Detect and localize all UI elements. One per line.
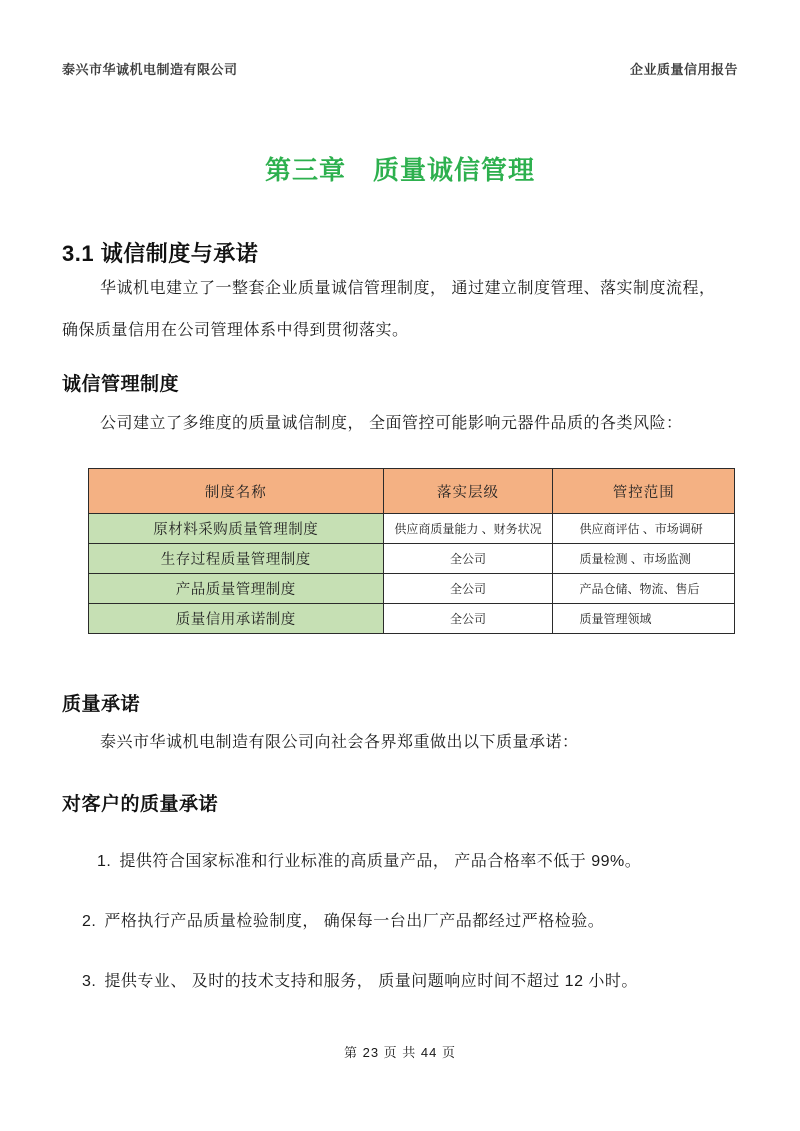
commitment-item [82, 832, 760, 892]
cell-system-name: 原材料采购质量管理制度 [89, 514, 384, 544]
cell-control-scope: 质量管理领域 [553, 604, 735, 634]
commitment-text: 提供符合国家标准和行业标准的高质量产品， 产品合格率不低于 99%。 [119, 853, 642, 870]
cell-control-scope: 供应商评估 、市场调研 [553, 514, 735, 544]
intro-paragraph-line-1: 华诚机电建立了一整套企业质量诚信管理制度， 通过建立制度管理、落实制度流程， [100, 280, 716, 297]
cell-implementation-level: 全公司 [383, 604, 553, 634]
table-row [89, 544, 735, 574]
table-row [89, 604, 735, 634]
cell-control-scope: 产品仓储、物流、售后 [553, 574, 735, 604]
subsection-heading-customer-promise: 对客户的质量承诺 [62, 794, 219, 815]
integrity-systems-lead-line: 公司建立了多维度的质量诚信制度， 全面管控可能影响元器件品质的各类风险： [100, 415, 683, 432]
quality-promise-lead [62, 722, 760, 764]
cell-implementation-level: 全公司 [383, 574, 553, 604]
table-header-control-scope: 管控范围 [553, 469, 735, 514]
table-row [89, 574, 735, 604]
cell-implementation-level: 供应商质量能力 、财务状况 [383, 514, 553, 544]
table-row [89, 514, 735, 544]
cell-system-name: 产品质量管理制度 [89, 574, 384, 604]
subsection-heading-integrity-systems: 诚信管理制度 [62, 374, 180, 395]
header-report-title: 企业质量信用报告 [629, 62, 738, 77]
commitment-number: 3. [82, 973, 97, 990]
cell-implementation-level: 全公司 [383, 544, 553, 574]
commitment-text: 提供专业、 及时的技术支持和服务， 质量问题响应时间不超过 12 小时。 [104, 973, 638, 990]
cell-system-name: 质量信用承诺制度 [89, 604, 384, 634]
cell-control-scope: 质量检测 、市场监测 [553, 544, 735, 574]
commitment-item [82, 952, 760, 1012]
commitment-item [82, 892, 760, 952]
page-number-footer: 第 23 页 共 44 页 [344, 1045, 456, 1060]
integrity-systems-table [88, 468, 735, 634]
quality-promise-lead-line: 泰兴市华诚机电制造有限公司向社会各界郑重做出以下质量承诺： [100, 734, 579, 751]
table-header-implementation-level: 落实层级 [383, 469, 553, 514]
section-heading: 3.1 诚信制度与承诺 [62, 241, 259, 266]
header-company-name: 泰兴市华诚机电制造有限公司 [62, 62, 238, 77]
integrity-systems-lead [62, 403, 760, 445]
commitment-number: 2. [82, 913, 97, 930]
intro-paragraph-line-2: 确保质量信用在公司管理体系中得到贯彻落实。 [62, 322, 409, 339]
cell-system-name: 生存过程质量管理制度 [89, 544, 384, 574]
intro-paragraph [62, 268, 760, 352]
subsection-heading-quality-promise: 质量承诺 [62, 694, 141, 715]
table-header-system-name: 制度名称 [89, 469, 384, 514]
table-header-row [89, 469, 735, 514]
chapter-title: 第三章 质量诚信管理 [264, 155, 535, 185]
commitment-number: 1. [97, 853, 112, 870]
customer-commitment-list [82, 832, 760, 1012]
commitment-text: 严格执行产品质量检验制度， 确保每一台出厂产品都经过严格检验。 [104, 913, 605, 930]
